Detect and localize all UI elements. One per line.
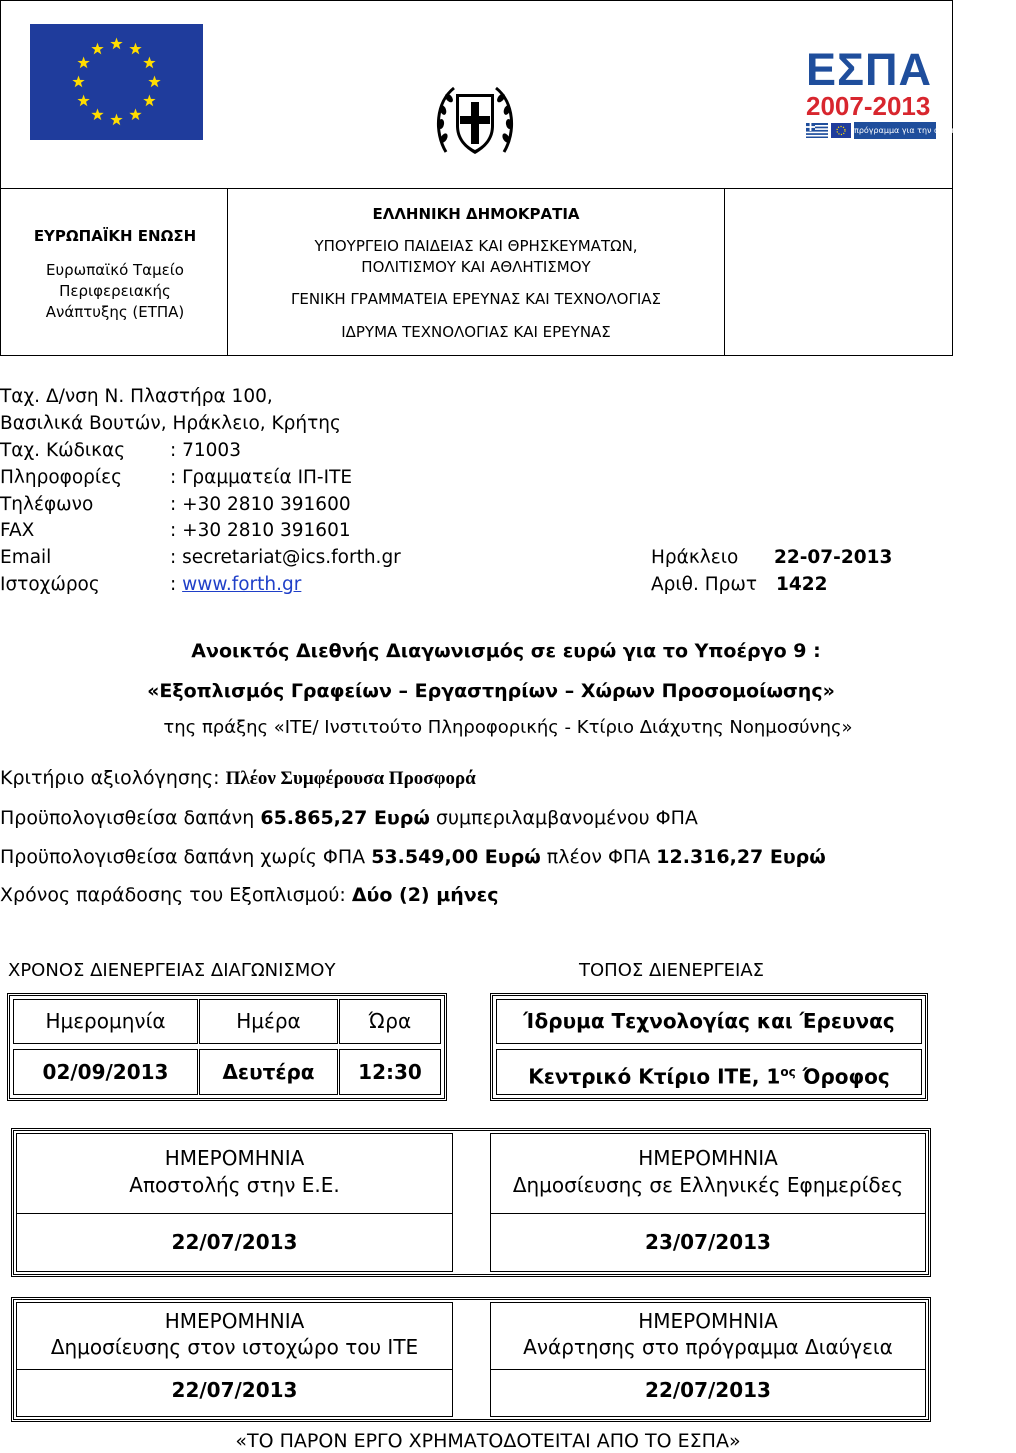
col-header-time [339, 999, 441, 1044]
espa-logo-tagline: πρόγραμμα για την ανάπτυξη [854, 122, 936, 139]
date-box-diavgeia [490, 1302, 926, 1417]
contact-label: Πληροφορίες [0, 467, 123, 488]
date-value: 22/07/2013 [171, 1230, 298, 1254]
date-box-eu-sent [16, 1133, 453, 1272]
eu-flag-icon [831, 123, 851, 138]
espa-logo-years: 2007-2013 [806, 91, 931, 121]
eu-fund-line3: Ανάπτυξης (ΕΤΠΑ) [45, 303, 185, 321]
eu-flag-logo [30, 24, 203, 140]
header-center-cell [227, 188, 725, 356]
document-date: 22-07-2013 [774, 547, 893, 568]
date-desc: Ανάρτησης στο πρόγραμμα Διαύγεια [523, 1335, 893, 1359]
tender-time-cell [339, 1049, 441, 1095]
place-line2-sup: ος [780, 1065, 796, 1079]
budget-novat-value: 53.549,00 Ευρώ [371, 846, 541, 868]
contact-label: Τηλέφωνο [0, 494, 94, 515]
address-line1: Ταχ. Δ/νση Ν. Πλαστήρα 100, [0, 386, 273, 407]
date-box-newspapers [490, 1133, 926, 1272]
tender-day-cell [199, 1049, 338, 1095]
contact-label: FAX [0, 520, 35, 541]
republic-heading: ΕΛΛΗΝΙΚΗ ΔΗΜΟΚΡΑΤΙΑ [372, 205, 580, 223]
secretariat-line: ΓΕΝΙΚΗ ΓΡΑΜΜΑΤΕΙΑ ΕΡΕΥΝΑΣ ΚΑΙ ΤΕΧΝΟΛΟΓΙΑΣ [291, 290, 661, 308]
greek-flag-icon [806, 123, 828, 138]
ministry-line2: ΠΟΛΙΤΙΣΜΟΥ ΚΑΙ ΑΘΛΗΤΙΣΜΟΥ [361, 258, 591, 276]
time-heading: ΧΡΟΝΟΣ ΔΙΕΝΕΡΓΕΙΑΣ ΔΙΑΓΩΝΙΣΜΟΥ [8, 960, 336, 981]
date-heading: ΗΜΕΡΟΜΗΝΙΑ [638, 1146, 778, 1170]
delivery-line [0, 884, 499, 906]
tender-title-line1: Ανοικτός Διεθνής Διαγωνισμός σε ευρώ για το Υποέργο 9 : [191, 640, 821, 662]
contact-block [0, 384, 960, 604]
website-prefix: : [170, 574, 183, 595]
place-line1: Ίδρυμα Τεχνολογίας και Έρευνας [523, 1009, 895, 1033]
date-value: 22/07/2013 [645, 1378, 771, 1402]
contact-value: : Γραμματεία ΙΠ-ΙΤΕ [170, 467, 353, 488]
date-value: 23/07/2013 [645, 1230, 771, 1254]
contact-value: : +30 2810 391601 [170, 520, 351, 541]
contact-value: : 71003 [170, 440, 241, 461]
date-value: 22/07/2013 [171, 1378, 298, 1402]
espa-logo-text: ΕΣΠΑ [806, 44, 933, 95]
header-right-cell [724, 188, 953, 356]
budget-line [0, 807, 698, 829]
tender-date-cell [13, 1049, 198, 1095]
place-heading: ΤΟΠΟΣ ΔΙΕΝΕΡΓΕΙΑΣ [579, 960, 765, 981]
criterion-label: Κριτήριο αξιολόγησης: [0, 767, 226, 789]
date-heading: ΗΜΕΡΟΜΗΝΙΑ [638, 1309, 778, 1333]
tender-day: Δευτέρα [222, 1060, 315, 1084]
contact-value: : +30 2810 391600 [170, 494, 351, 515]
place-label: Ηράκλειο [651, 547, 739, 568]
contact-label: Ιστοχώρος [0, 574, 100, 595]
contact-row-website [0, 572, 960, 598]
budget-label: Προϋπολογισθείσα δαπάνη [0, 807, 261, 829]
website-link[interactable]: www.forth.gr [182, 574, 302, 595]
col-header-time-label: Ώρα [368, 1009, 412, 1033]
tender-time: 12:30 [358, 1060, 422, 1084]
date-divider [17, 1213, 452, 1214]
col-header-day-label: Ημέρα [236, 1009, 301, 1033]
contact-value: : secretariat@ics.forth.gr [170, 547, 401, 568]
eu-heading: ΕΥΡΩΠΑΪΚΗ ΕΝΩΣΗ [33, 227, 197, 245]
eu-fund-line2: Περιφερειακής [59, 282, 171, 300]
place-line2-end: Όροφος [795, 1064, 890, 1089]
greek-coat-of-arms-logo [436, 82, 514, 160]
date-divider [491, 1213, 925, 1214]
date-heading: ΗΜΕΡΟΜΗΝΙΑ [164, 1146, 305, 1170]
date-divider [17, 1369, 452, 1370]
ministry-line1: ΥΠΟΥΡΓΕΙΟ ΠΑΙΔΕΙΑΣ ΚΑΙ ΘΡΗΣΚΕΥΜΑΤΩΝ, [314, 237, 638, 255]
header-left-cell [0, 188, 228, 356]
protocol-number: 1422 [776, 574, 828, 595]
protocol-label: Αριθ. Πρωτ [651, 574, 758, 595]
contact-row-email [0, 545, 960, 571]
col-header-day [199, 999, 338, 1044]
criterion-value: Πλέον Συμφέρουσα Προσφορά [225, 768, 476, 789]
funding-footer: «ΤΟ ΠΑΡΟΝ ΕΡΓΟ ΧΡΗΜΑΤΟΔΟΤΕΙΤΑΙ ΑΠΟ ΤΟ ΕΣΠΑ» [235, 1430, 741, 1452]
tender-title-line2: «Εξοπλισμός Γραφείων – Εργαστηρίων – Χώρων Προσομοίωσης» [147, 680, 835, 702]
col-header-date-label: Ημερομηνία [45, 1009, 166, 1033]
vat-value: 12.316,27 Ευρώ [656, 846, 826, 868]
date-desc: Δημοσίευσης στον ιστοχώρο του ΙΤΕ [50, 1335, 419, 1359]
address-line2: Βασιλικά Βουτών, Ηράκλειο, Κρήτης [0, 413, 341, 434]
place-line2: Κεντρικό Κτίριο ΙΤΕ, 1 [528, 1064, 781, 1089]
delivery-label: Χρόνος παράδοσης του Εξοπλισμού: [0, 884, 352, 906]
date-box-website [16, 1302, 453, 1417]
budget-novat-line [0, 846, 826, 868]
budget-novat-label: Προϋπολογισθείσα δαπάνη χωρίς ΦΠΑ [0, 846, 372, 868]
tender-title-line3: της πράξης «ΙΤΕ/ Ινστιτούτο Πληροφορικής - Κτίριο Διάχυτης Νοημοσύνης» [163, 717, 853, 738]
website-value [170, 572, 301, 598]
contact-label: Email [0, 547, 52, 568]
date-desc: Αποστολής στην Ε.Ε. [129, 1173, 340, 1197]
date-heading: ΗΜΕΡΟΜΗΝΙΑ [164, 1309, 305, 1333]
foundation-line: ΙΔΡΥΜΑ ΤΕΧΝΟΛΟΓΙΑΣ ΚΑΙ ΕΡΕΥΝΑΣ [341, 323, 611, 341]
col-header-date [13, 999, 198, 1044]
criterion-line [0, 767, 476, 790]
delivery-value: Δύο (2) μήνες [351, 884, 499, 906]
date-desc: Δημοσίευσης σε Ελληνικές Εφημερίδες [512, 1173, 904, 1197]
date-divider [491, 1369, 925, 1370]
eu-fund-line1: Ευρωπαϊκό Ταμείο [46, 261, 184, 279]
vat-label: πλέον ΦΠΑ [540, 846, 657, 868]
budget-suffix: συμπεριλαμβανομένου ΦΠΑ [429, 807, 698, 829]
tender-date: 02/09/2013 [42, 1060, 169, 1084]
place-cell-1 [496, 999, 922, 1044]
budget-value: 65.865,27 Ευρώ [260, 807, 430, 829]
espa-logo [806, 44, 973, 143]
contact-label: Ταχ. Κώδικας [0, 440, 126, 461]
place-cell-2 [496, 1049, 922, 1095]
